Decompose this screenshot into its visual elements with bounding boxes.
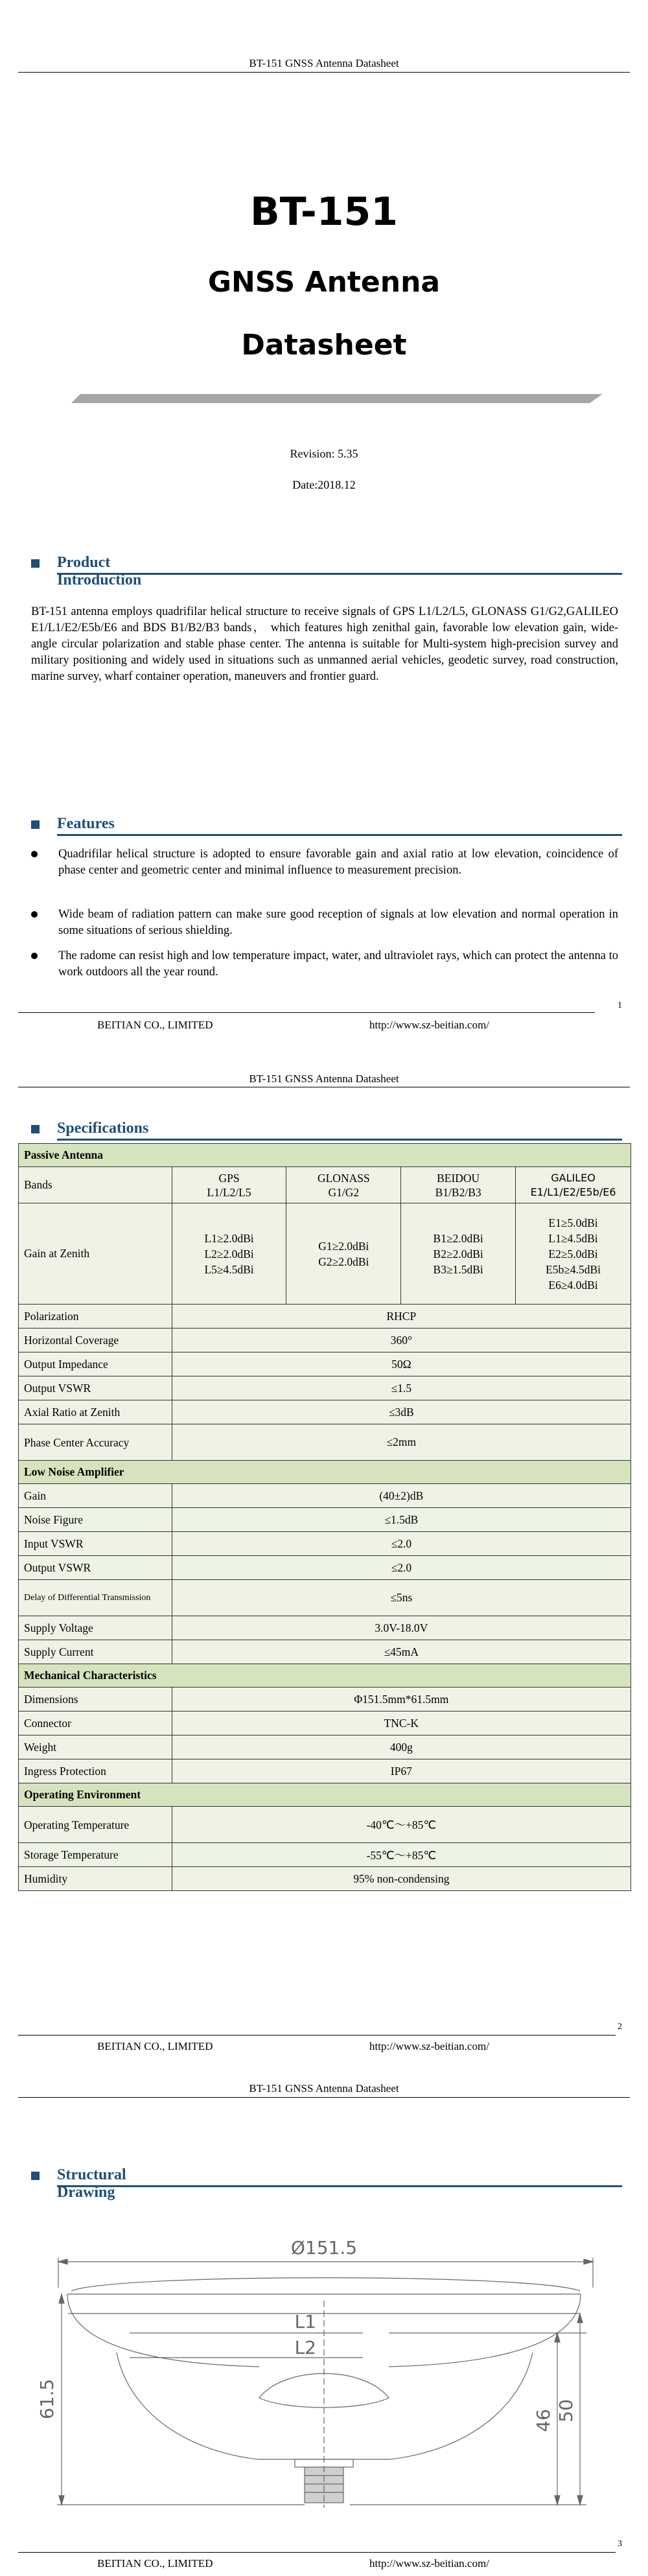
spec-label: Output Impedance [19,1352,172,1376]
dim-50: 50 [555,2399,577,2422]
page-number: 1 [618,1001,622,1010]
date: Date:2018.12 [292,478,356,491]
label-l1: L1 [294,2311,316,2332]
section-heading: Features [57,815,115,832]
spec-label: Weight [19,1735,172,1759]
section-bullet-icon [31,2172,40,2180]
spec-label: Bands [19,1167,172,1203]
band-galileo: GALILEO E1/L1/E2/E5b/E6 [516,1167,631,1203]
feature-text: Wide beam of radiation pattern can make sure good reception of signals at low elevation and normal operation in some situations of serious shielding. [58,908,618,937]
section-rule [57,1139,622,1141]
spec-label: Storage Temperature [19,1843,172,1867]
dim-46: 46 [533,2409,554,2432]
header-rule [18,2097,630,2098]
group-environment: Operating Environment [19,1783,631,1807]
spec-label: Input VSWR [19,1532,172,1556]
spec-label: Connector [19,1712,172,1735]
spec-value: RHCP [172,1305,631,1329]
spec-value: Φ151.5mm*61.5mm [172,1688,631,1712]
footer-url[interactable]: http://www.sz-beitian.com/ [369,2040,489,2052]
section-bullet-icon [31,1125,40,1133]
spec-value: ≤5ns [172,1580,631,1616]
footer-company: BEITIAN CO., LIMITED [97,2040,213,2052]
spec-label: Gain [19,1484,172,1508]
section-rule [57,573,622,575]
cover-doc-type: Datasheet [241,329,407,362]
spec-value: 50Ω [172,1352,631,1376]
band-glonass: GLONASS G1/G2 [286,1167,401,1203]
bullet-icon [31,911,38,918]
spec-table [18,1143,631,1891]
spec-label: Delay of Differential Transmission [19,1580,172,1616]
footer-url[interactable]: http://www.sz-beitian.com/ [369,2557,489,2570]
product-intro-text: BT-151 antenna employs quadrifilar helical structure to receive signals of GPS L1/L2/L5, GLONASS G1/G2,GALILEO E1/L1/E2/E5b/E6 and BDS B1/B2/B3 bands， which features high zenithal gain, favorable low elevation gain, wide-angle circular polarization and stable phase center. The antenna is suitable for Multi-system high-precision survey and military positioning and widely used in situations such as unmanned aerial vehicles, geodetic survey, road construction, marine survey, wharf container operation, maneuvers and frontier guard. [31,605,618,683]
spec-label: Axial Ratio at Zenith [19,1400,172,1424]
spec-label: Humidity [19,1867,172,1891]
gain-glonass: G1≥2.0dBi G2≥2.0dBi [286,1203,401,1305]
spec-label: Supply Voltage [19,1616,172,1640]
spec-label: Operating Temperature [19,1807,172,1843]
feature-text: Quadrifilar helical structure is adopted to ensure favorable gain and axial ratio at low elevation, coincidence of phase center and geometric center and minimal influence to measurement precision. [58,848,618,877]
spec-label: Horizontal Coverage [19,1329,172,1352]
spec-value: ≤45mA [172,1640,631,1664]
spec-label: Gain at Zenith [19,1203,172,1305]
page-header: BT-151 GNSS Antenna Datasheet [249,2082,399,2094]
spec-value: ≤3dB [172,1400,631,1424]
bullet-icon [31,953,38,959]
band-gps: GPS L1/L2/L5 [172,1167,286,1203]
gain-gps: L1≥2.0dBi L2≥2.0dBi L5≥4.5dBi [172,1203,286,1305]
section-bullet-icon [31,820,40,829]
spec-value: ≤2.0 [172,1532,631,1556]
spec-value: (40±2)dB [172,1484,631,1508]
spec-value: ≤1.5 [172,1376,631,1400]
band-beidou: BEIDOU B1/B2/B3 [401,1167,516,1203]
dim-diameter: Ø151.5 [290,2237,358,2258]
section-bullet-icon [31,559,40,568]
spec-label: Output VSWR [19,1556,172,1580]
spec-value: ≤2.0 [172,1556,631,1580]
header-rule [18,72,630,73]
gain-beidou: B1≥2.0dBi B2≥2.0dBi B3≥1.5dBi [401,1203,516,1305]
footer-company: BEITIAN CO., LIMITED [97,2557,213,2570]
footer-company: BEITIAN CO., LIMITED [97,1019,213,1031]
spec-label: Ingress Protection [19,1759,172,1783]
spec-value: 400g [172,1735,631,1759]
spec-label: Noise Figure [19,1508,172,1532]
section-heading: Structural Drawing [57,2166,126,2201]
spec-value: 360° [172,1329,631,1352]
cover-model: BT-151 [250,189,398,235]
spec-value: 3.0V-18.0V [172,1616,631,1640]
page-number: 2 [618,2022,622,2032]
cover-subtitle: GNSS Antenna [207,266,441,299]
spec-value: ≤2mm [172,1424,631,1461]
footer-url[interactable]: http://www.sz-beitian.com/ [369,1019,489,1031]
revision: Revision: 5.35 [290,447,358,460]
structural-drawing [0,2203,648,2547]
spec-value: ≤1.5dB [172,1508,631,1532]
spec-value: -55℃～+85℃ [172,1843,631,1867]
cover-bar [71,394,603,408]
section-heading: Product Introduction [57,554,142,588]
bullet-icon [31,851,38,857]
group-passive: Passive Antenna [19,1144,631,1167]
spec-label: Polarization [19,1305,172,1329]
gain-galileo: E1≥5.0dBi L1≥4.5dBi E2≥5.0dBi E5b≥4.5dBi E6≥4.0dBi [516,1203,631,1305]
dim-height-total: 61.5 [36,2378,58,2420]
section-rule [57,834,622,836]
page-header: BT-151 GNSS Antenna Datasheet [249,57,399,69]
spec-value: -40℃～+85℃ [172,1807,631,1843]
label-l2: L2 [294,2337,316,2358]
spec-label: Output VSWR [19,1376,172,1400]
page-header: BT-151 GNSS Antenna Datasheet [249,1073,399,1085]
spec-value: TNC-K [172,1712,631,1735]
footer-rule [18,2035,616,2036]
group-mechanical: Mechanical Characteristics [19,1664,631,1688]
footer-rule [18,1012,595,1013]
spec-label: Supply Current [19,1640,172,1664]
page-number: 3 [618,2539,622,2549]
section-heading: Specifications [57,1120,149,1137]
spec-value: IP67 [172,1759,631,1783]
spec-label: Dimensions [19,1688,172,1712]
spec-label: Phase Center Accuracy [19,1424,172,1461]
group-lna: Low Noise Amplifier [19,1461,631,1484]
footer-rule [18,2552,616,2553]
spec-value: 95% non-condensing [172,1867,631,1891]
section-rule [57,2185,622,2187]
feature-text: The radome can resist high and low temperature impact, water, and ultraviolet rays, which can protect the antenna to work outdoors all the year round. [58,949,618,979]
